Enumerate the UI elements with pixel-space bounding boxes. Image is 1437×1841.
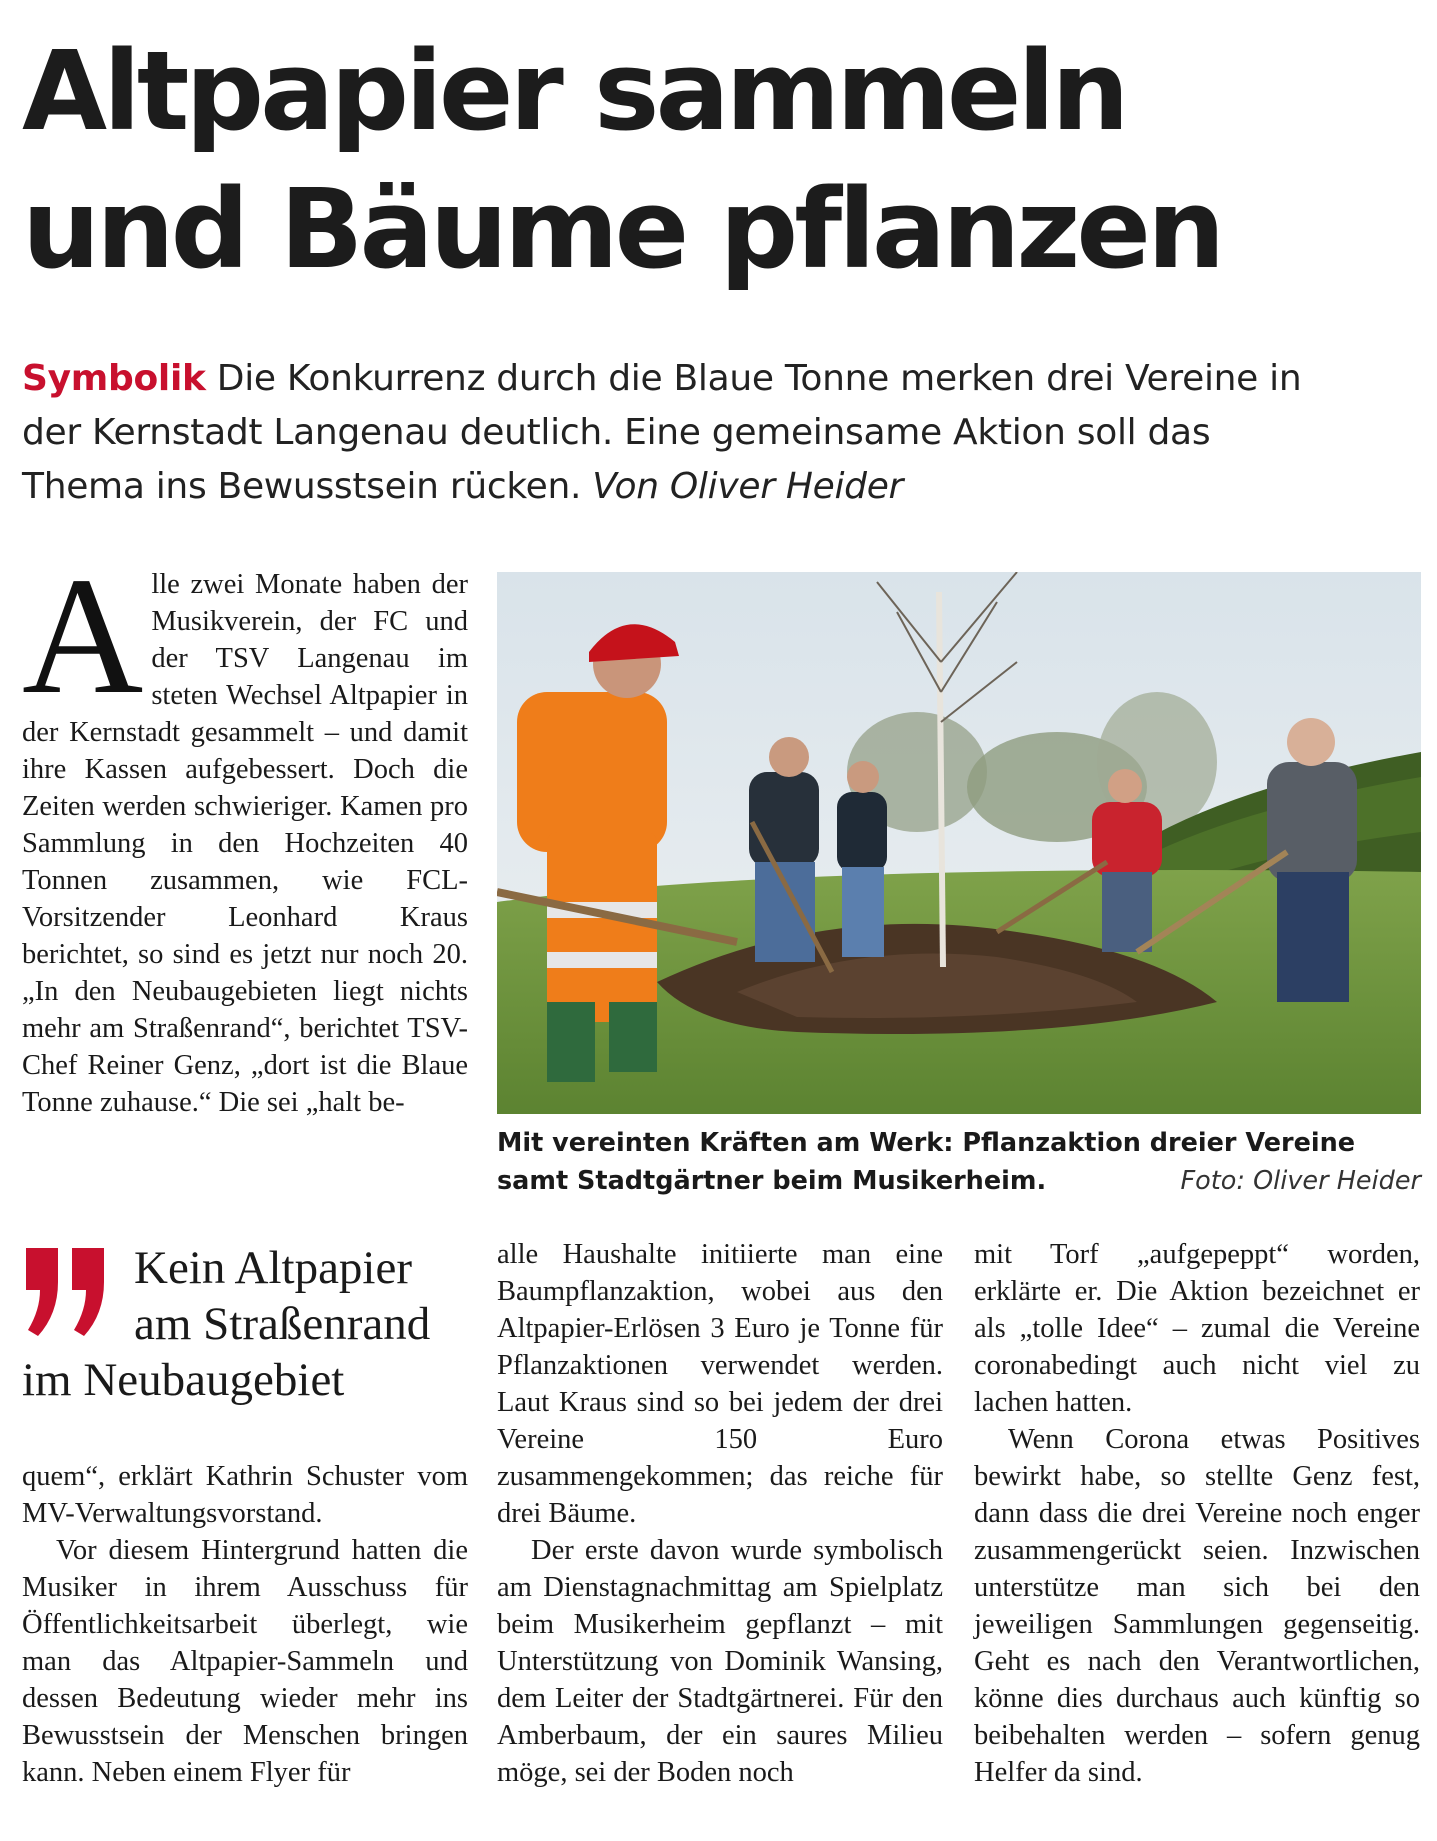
article-photo: [497, 572, 1421, 1114]
lead-line-1-text: Die Konkurrenz durch die Blaue Tonne merken drei Vereine in: [216, 358, 1302, 399]
lead-line-3: [22, 460, 1422, 514]
tree-planting-photo: [497, 572, 1421, 1114]
pull-quote: [22, 1240, 468, 1408]
lead-line-3-text: Thema ins Bewusstsein rücken.: [22, 466, 582, 507]
pull-quote-line-1: Kein Altpapier: [134, 1242, 413, 1294]
article-column-2: [497, 1236, 943, 1791]
col3-paragraph-2: Wenn Corona etwas Positives bewirkt habe, so stellte Genz fest, dann dass die drei Vereine noch enger zusammengerückt seien. Inzwischen unterstütze man sich bei den jeweiligen Sammlungen gegenseitig. Geht es nach den Verantwortlichen, könne dies durchaus auch künftig so beibehalten werden – sofern genug Helfer da sind.: [974, 1424, 1420, 1788]
col1b-paragraph-1: quem“, erklärt Kathrin Schuster vom MV-Verwaltungsvorstand.: [22, 1461, 468, 1529]
col1b-paragraph-2: Vor diesem Hintergrund hatten die Musiker in ihrem Ausschuss für Öffentlichkeitsarbeit überlegt, wie man das Altpapier-Sammeln und dessen Bedeutung wieder mehr ins Bewusstsein der Menschen bringen kann. Neben einem Flyer für: [22, 1535, 468, 1788]
article-column-1: [22, 543, 468, 1121]
article-column-1-continued: [22, 1458, 468, 1791]
col2-paragraph-1: alle Haushalte initiierte man eine Baumpflanzaktion, wobei aus den Altpapier-Erlösen 3 Euro je Tonne für Pflanzaktionen verwendet werden. Laut Kraus sind so bei jedem der drei Vereine 150 Euro zusammengekommen; das reiche für drei Bäume.: [497, 1239, 943, 1529]
col2-paragraph-2: Der erste davon wurde symbolisch am Dienstagnachmittag am Spielplatz beim Musikerheim gepflanzt – mit Unterstützung von Dominik Wansing, dem Leiter der Stadtgärtnerei. Für den Amberbaum, der ein saures Milieu möge, sei der Boden noch: [497, 1535, 943, 1788]
headline-line-1: Altpapier sammeln: [22, 27, 1126, 155]
headline: [22, 22, 1422, 298]
photo-credit: Foto: Oliver Heider: [1180, 1166, 1421, 1196]
byline: Von Oliver Heider: [592, 466, 904, 507]
caption-line-2: samt Stadtgärtner beim Musikerheim.: [497, 1166, 1047, 1196]
caption-line-2-row: [497, 1162, 1421, 1200]
drop-cap: A: [22, 543, 144, 729]
kicker: Symbolik: [22, 358, 206, 399]
article-column-3: [974, 1236, 1420, 1791]
col3-paragraph-1: mit Torf „aufgepeppt“ worden, erklärte er. Die Aktion bezeichnet er als „tolle Idee“ – zumal die Vereine coronabedingt auch nicht viel zu lachen hatten.: [974, 1239, 1420, 1418]
pull-quote-line-2: am Straßenrand: [134, 1298, 431, 1350]
lead-line-2: der Kernstadt Langenau deutlich. Eine gemeinsame Aktion soll das: [22, 412, 1211, 453]
pull-quote-line-3: im Neubaugebiet: [22, 1354, 345, 1406]
caption-line-1: Mit vereinten Kräften am Werk: Pflanzaktion dreier Vereine: [497, 1128, 1356, 1158]
headline-line-2: und Bäume pflanzen: [22, 165, 1222, 293]
col1-text: lle zwei Monate haben der Musikverein, der FC und der TSV Langenau im steten Wechsel Altpapier in der Kernstadt gesammelt – und damit ihre Kassen aufgebessert. Doch die Zeiten werden schwieriger. Kamen pro Sammlung in den Hochzeiten 40 Tonnen zusammen, wie FCL-Vorsitzender Leonhard Kraus berichtet, so sind es jetzt nur noch 20. „In den Neubaugebieten liegt nichts mehr am Straßenrand“, berichtet TSV-Chef Reiner Genz, „dort ist die Blaue Tonne zuhause.“ Die sei „halt be-: [22, 569, 468, 1118]
photo-caption: [497, 1124, 1421, 1200]
lead-paragraph: [22, 352, 1422, 514]
lead-line-1: [22, 352, 1422, 406]
